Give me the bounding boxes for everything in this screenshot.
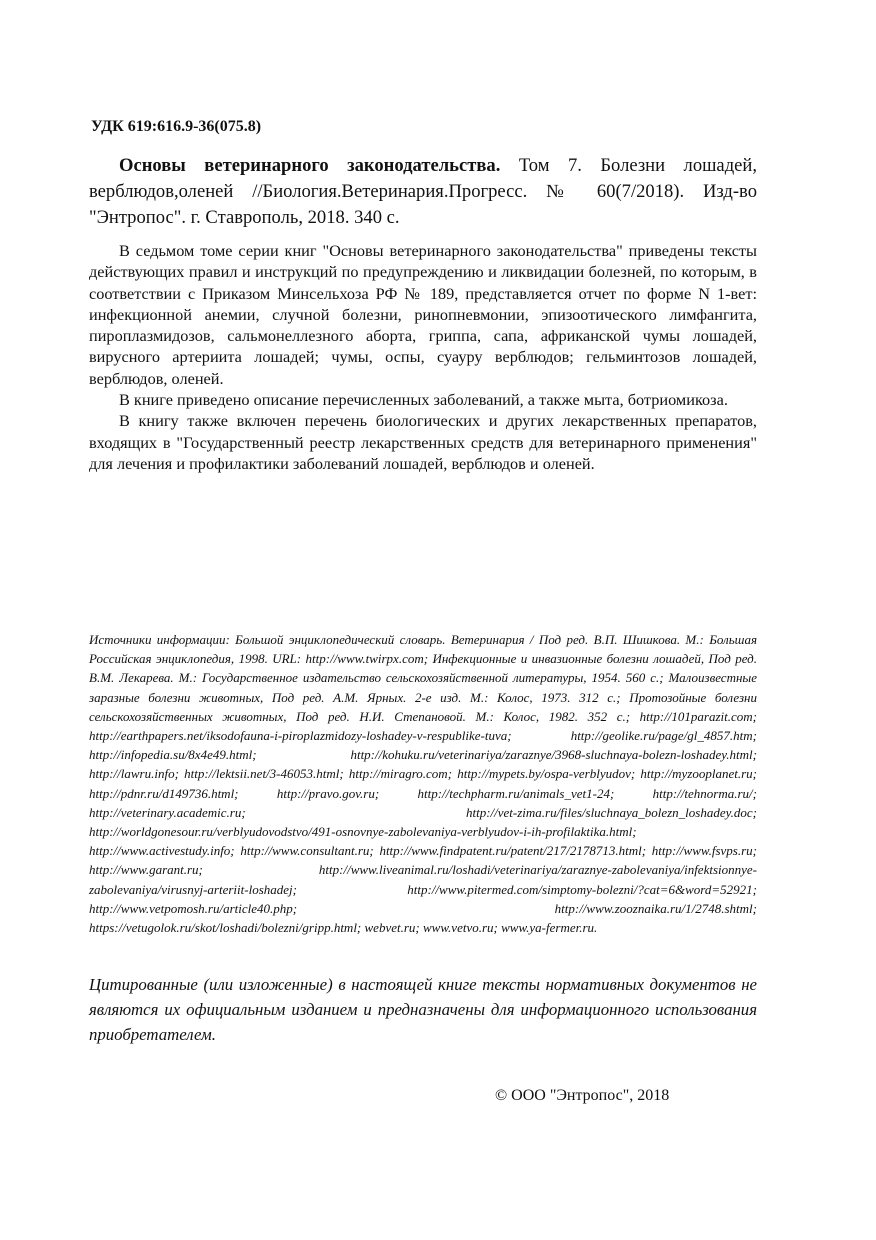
sources-list: Источники информации: Большой энциклопедический словарь. Ветеринария / Под ред. В.П. Шишкова. М.: Большая Российская энциклопедия, 1998. URL: http://www.twirpx.com; Инфекционные и инвазионные болезни лошадей, Под ред. В.М. Лекарева. М.: Государственное издательство сельскохозяйственной литературы, 1954. 560 с.; Малоизвестные заразные болезни животных, Под ред. А.М. Ярных. 2-е изд. М.: Колос, 1973. 312 с.; Протозойные болезни сельскохозяйственных животных, Под ред. Н.И. Степановой. М.: Колос, 1982. 352 с.; http://101parazit.com; http://earthpapers.net/iksodofauna-i-piroplazmidozy-loshadey-v-respublike-tuva; http://geolike.ru/page/gl_4857.htm; http://infopedia.su/8x4e49.html; http://kohuku.ru/veterinariya/zaraznye/3968-sluchnaya-bolezn-loshadey.html; http://lawru.info; http://lektsii.net/3-46053.html; http://miragro.com; http://mypets.by/ospa-verblyudov; http://myzooplanet.ru; http://pdnr.ru/d149736.html; http://pravo.gov.ru; http://techpharm.ru/animals_vet1-24; http://tehnorma.ru/; http://veterinary.academic.ru; http://vet-zima.ru/files/sluchnaya_bolezn_loshadey.doc; http://worldgonesour.ru/verblyudovodstvo/491-osnovnye-zabolevaniya-verblyudov-i-ih-profilaktika.html; http://www.activestudy.info; http://www.consultant.ru; http://www.findpatent.ru/patent/217/2178713.html; http://www.fsvps.ru; http://www.garant.ru; http://www.liveanimal.ru/loshadi/veterinariya/zaraznye-zabolevaniya/infektsionnye-zabolevaniya/virusnyj-arteriit-loshadej; http://www.pitermed.com/simptomy-bolezni/?cat=6&word=52921; http://www.vetpomosh.ru/article40.php; http://www.zooznaika.ru/1/2748.shtml; https://vetugolok.ru/skot/loshadi/bolezni/gripp.html; webvet.ru; www.vetvo.ru; www.ya-fermer.ru. — [89, 632, 757, 936]
legal-disclaimer: Цитированные (или изложенные) в настоящей книге тексты нормативных документов не являются их официальным изданием и предназначены для информационного использования приобретателем. — [89, 975, 757, 1044]
book-details: Том 7. Болезни лошадей, верблюдов,оленей //Биология.Ветеринария.Прогресс. № 60(7/2018). Изд-во "Энтропос". г. Ставрополь, 2018. 340 с. — [89, 155, 757, 228]
annotation — [89, 240, 757, 474]
annotation-paragraph: В седьмом томе серии книг "Основы ветеринарного законодательства" приведены тексты действующих правил и инструкций по предупреждению и ликвидации болезней, по которым, в соответствии с Приказом Минсельхоза РФ № 189, представляется отчет по форме N 1-вет: инфекционной анемии, случной болезни, ринопневмонии, эпизоотического лимфангита, пироплазмидозов, сальмонеллезного аборта, гриппа, сапа, африканской чумы лошадей, вирусного артериита лошадей; чумы, оспы, суауру верблюдов; гельминтозов лошадей, верблюдов, оленей. — [89, 241, 757, 388]
copyright-notice: © ООО "Энтропос", 2018 — [495, 1087, 670, 1104]
udk-code: УДК 619:616.9-36(075.8) — [91, 118, 262, 135]
annotation-paragraph: В книге приведено описание перечисленных заболеваний, а также мыта, ботриомикоза. — [119, 390, 728, 410]
bibliographic-record — [89, 153, 757, 231]
book-title: Основы ветеринарного законодательства. — [119, 155, 501, 176]
annotation-paragraph: В книгу также включен перечень биологических и других лекарственных препаратов, входящих в "Государственный реестр лекарственных средств для ветеринарного применения" для лечения и профилактики заболеваний лошадей, верблюдов и оленей. — [89, 411, 757, 473]
